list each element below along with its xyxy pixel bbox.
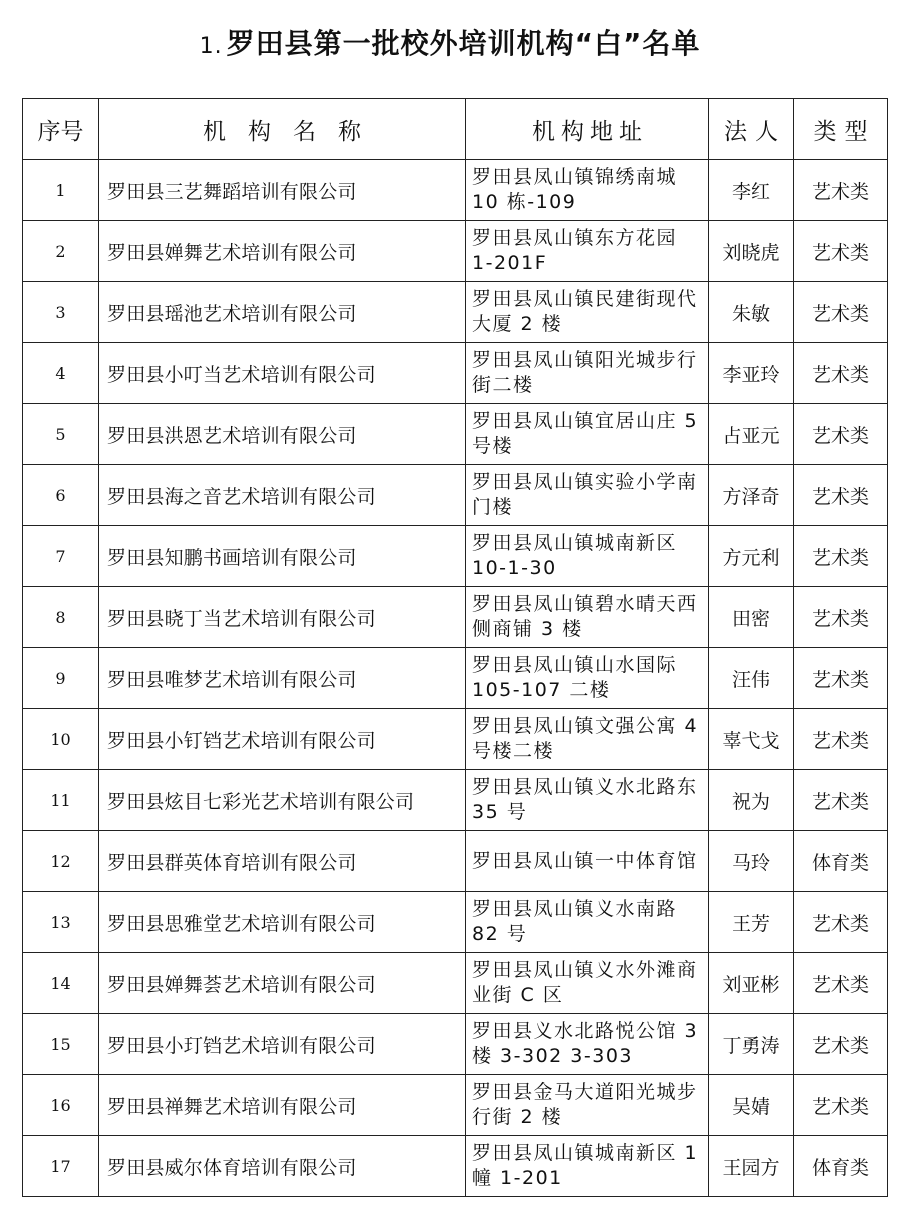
row-number: 6 xyxy=(23,465,99,526)
table-row xyxy=(23,648,888,709)
org-address: 罗田县凤山镇阳光城步行街二楼 xyxy=(466,343,709,404)
legal-person: 李红 xyxy=(709,160,794,221)
row-number: 17 xyxy=(23,1136,99,1197)
header-name: 机构名称 xyxy=(99,99,466,160)
table-row xyxy=(23,709,888,770)
org-type: 艺术类 xyxy=(794,465,888,526)
row-number: 14 xyxy=(23,953,99,1014)
table-row xyxy=(23,1075,888,1136)
org-name: 罗田县唯梦艺术培训有限公司 xyxy=(99,648,466,709)
row-number: 5 xyxy=(23,404,99,465)
legal-person: 汪伟 xyxy=(709,648,794,709)
row-number: 10 xyxy=(23,709,99,770)
table-row xyxy=(23,343,888,404)
org-address: 罗田县凤山镇义水北路东 35 号 xyxy=(466,770,709,831)
row-number: 11 xyxy=(23,770,99,831)
table-row xyxy=(23,465,888,526)
row-number: 3 xyxy=(23,282,99,343)
row-number: 13 xyxy=(23,892,99,953)
row-number: 12 xyxy=(23,831,99,892)
org-type: 体育类 xyxy=(794,1136,888,1197)
org-name: 罗田县思雅堂艺术培训有限公司 xyxy=(99,892,466,953)
org-type: 艺术类 xyxy=(794,221,888,282)
org-address: 罗田县凤山镇宜居山庄 5 号楼 xyxy=(466,404,709,465)
org-address: 罗田县凤山镇东方花园 1-201F xyxy=(466,221,709,282)
table-row xyxy=(23,160,888,221)
org-address: 罗田县凤山镇义水南路 82 号 xyxy=(466,892,709,953)
legal-person: 王园方 xyxy=(709,1136,794,1197)
org-type: 艺术类 xyxy=(794,282,888,343)
org-type: 艺术类 xyxy=(794,526,888,587)
org-name: 罗田县知鹏书画培训有限公司 xyxy=(99,526,466,587)
org-name: 罗田县威尔体育培训有限公司 xyxy=(99,1136,466,1197)
org-name: 罗田县炫目七彩光艺术培训有限公司 xyxy=(99,770,466,831)
legal-person: 王芳 xyxy=(709,892,794,953)
org-type: 艺术类 xyxy=(794,770,888,831)
org-type: 艺术类 xyxy=(794,648,888,709)
legal-person: 刘亚彬 xyxy=(709,953,794,1014)
org-name: 罗田县海之音艺术培训有限公司 xyxy=(99,465,466,526)
org-type: 艺术类 xyxy=(794,343,888,404)
table-row xyxy=(23,953,888,1014)
org-address: 罗田县凤山镇义水外滩商业街 C 区 xyxy=(466,953,709,1014)
org-type: 艺术类 xyxy=(794,587,888,648)
org-address: 罗田县凤山镇山水国际 105-107 二楼 xyxy=(466,648,709,709)
row-number: 1 xyxy=(23,160,99,221)
org-name: 罗田县群英体育培训有限公司 xyxy=(99,831,466,892)
table-row xyxy=(23,1136,888,1197)
legal-person: 朱敏 xyxy=(709,282,794,343)
table-body xyxy=(23,160,888,1197)
org-name: 罗田县小玎铛艺术培训有限公司 xyxy=(99,1014,466,1075)
table-row xyxy=(23,221,888,282)
legal-person: 方元利 xyxy=(709,526,794,587)
title-number: 1. xyxy=(199,34,223,59)
row-number: 9 xyxy=(23,648,99,709)
org-name: 罗田县洪恩艺术培训有限公司 xyxy=(99,404,466,465)
org-type: 艺术类 xyxy=(794,953,888,1014)
org-name: 罗田县小钉铛艺术培训有限公司 xyxy=(99,709,466,770)
legal-person: 方泽奇 xyxy=(709,465,794,526)
legal-person: 李亚玲 xyxy=(709,343,794,404)
legal-person: 占亚元 xyxy=(709,404,794,465)
org-type: 艺术类 xyxy=(794,892,888,953)
org-type: 艺术类 xyxy=(794,160,888,221)
header-type: 类型 xyxy=(794,99,888,160)
org-name: 罗田县晓丁当艺术培训有限公司 xyxy=(99,587,466,648)
org-address: 罗田县凤山镇锦绣南城 10 栋-109 xyxy=(466,160,709,221)
table-row xyxy=(23,892,888,953)
org-name: 罗田县瑶池艺术培训有限公司 xyxy=(99,282,466,343)
org-address: 罗田县凤山镇城南新区 10-1-30 xyxy=(466,526,709,587)
legal-person: 丁勇涛 xyxy=(709,1014,794,1075)
table-row xyxy=(23,587,888,648)
legal-person: 辜弋戈 xyxy=(709,709,794,770)
org-address: 罗田县凤山镇民建街现代大厦 2 楼 xyxy=(466,282,709,343)
row-number: 7 xyxy=(23,526,99,587)
row-number: 8 xyxy=(23,587,99,648)
table-row xyxy=(23,1014,888,1075)
table-row xyxy=(23,526,888,587)
table-row xyxy=(23,282,888,343)
org-name: 罗田县禅舞艺术培训有限公司 xyxy=(99,1075,466,1136)
legal-person: 刘晓虎 xyxy=(709,221,794,282)
table-row xyxy=(23,404,888,465)
org-address: 罗田县凤山镇文强公寓 4 号楼二楼 xyxy=(466,709,709,770)
row-number: 16 xyxy=(23,1075,99,1136)
org-type: 体育类 xyxy=(794,831,888,892)
header-no: 序号 xyxy=(23,99,99,160)
row-number: 2 xyxy=(23,221,99,282)
header-legal-person: 法人 xyxy=(709,99,794,160)
org-name: 罗田县小叮当艺术培训有限公司 xyxy=(99,343,466,404)
header-address: 机构地址 xyxy=(466,99,709,160)
org-name: 罗田县婵舞艺术培训有限公司 xyxy=(99,221,466,282)
org-address: 罗田县凤山镇实验小学南门楼 xyxy=(466,465,709,526)
org-address: 罗田县凤山镇碧水晴天西侧商铺 3 楼 xyxy=(466,587,709,648)
org-type: 艺术类 xyxy=(794,404,888,465)
page-title xyxy=(0,22,900,62)
table-header-row xyxy=(23,99,888,160)
legal-person: 马玲 xyxy=(709,831,794,892)
org-address: 罗田县凤山镇一中体育馆 xyxy=(466,831,709,892)
legal-person: 吴婧 xyxy=(709,1075,794,1136)
org-address: 罗田县凤山镇城南新区 1 幢 1-201 xyxy=(466,1136,709,1197)
row-number: 15 xyxy=(23,1014,99,1075)
org-name: 罗田县三艺舞蹈培训有限公司 xyxy=(99,160,466,221)
title-text: 罗田县第一批校外培训机构“白”名单 xyxy=(226,27,701,60)
whitelist-table xyxy=(22,98,888,1197)
org-address: 罗田县义水北路悦公馆 3 楼 3-302 3-303 xyxy=(466,1014,709,1075)
legal-person: 祝为 xyxy=(709,770,794,831)
table-row xyxy=(23,831,888,892)
table-row xyxy=(23,770,888,831)
legal-person: 田密 xyxy=(709,587,794,648)
org-name: 罗田县婵舞荟艺术培训有限公司 xyxy=(99,953,466,1014)
org-type: 艺术类 xyxy=(794,1075,888,1136)
org-type: 艺术类 xyxy=(794,1014,888,1075)
org-type: 艺术类 xyxy=(794,709,888,770)
row-number: 4 xyxy=(23,343,99,404)
org-address: 罗田县金马大道阳光城步行街 2 楼 xyxy=(466,1075,709,1136)
